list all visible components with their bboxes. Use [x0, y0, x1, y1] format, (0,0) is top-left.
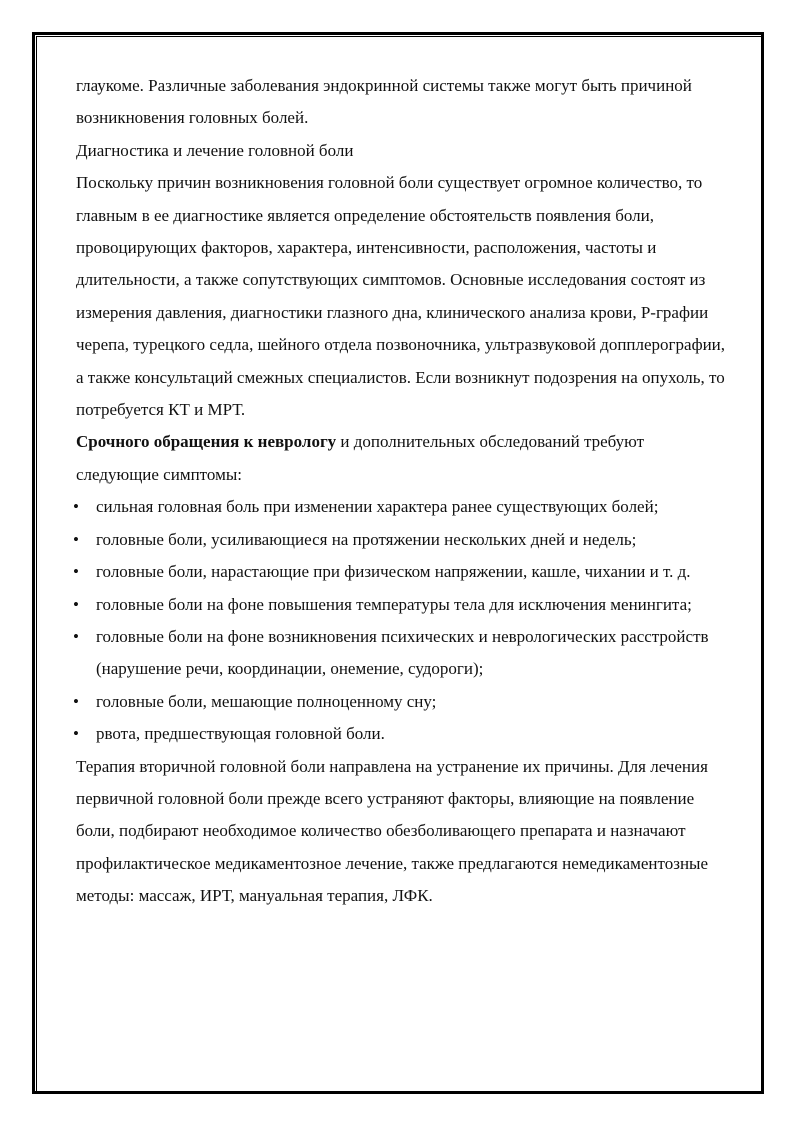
urgent-bold-text: Срочного обращения к неврологу [76, 432, 337, 452]
list-item-text: сильная головная боль при изменении характера ранее существующих болей; [96, 497, 659, 517]
symptom-list [73, 491, 728, 750]
list-item [73, 589, 728, 621]
bullet-icon: • [73, 529, 79, 549]
urgent-rest-text: и дополнительных обследований требуют следующие симптомы: [76, 432, 645, 484]
document-body [73, 70, 728, 913]
intro-paragraph: глаукоме. Различные заболевания эндокринной системы также могут быть причиной возникновения головных болей. [76, 76, 692, 128]
list-item-text: рвота, предшествующая головной боли. [96, 724, 385, 744]
list-item [73, 686, 728, 718]
diagnosis-paragraph: Поскольку причин возникновения головной боли существует огромное количество, то главным в ее диагностике является определение обстоятельств появления боли, провоцирующих факторов, характера, интенсивности, расположения, частоты и длительности, а также сопутствующих симптомов. Основные исследования состоят из измерения давления, диагностики глазного дна, клинического анализа крови, Р-графии черепа, турецкого седла, шейного отдела позвоночника, ультразвуковой допплерографии, а также консультаций смежных специалистов. Если возникнут подозрения на опухоль, то потребуется КТ и МРТ. [76, 173, 726, 420]
list-item-text: головные боли на фоне возникновения психических и неврологических расстройств (нарушение речи, координации, онемение, судороги); [96, 626, 709, 679]
list-item [73, 556, 728, 588]
bullet-icon: • [73, 497, 79, 517]
bullet-icon: • [73, 562, 79, 582]
bullet-icon: • [73, 691, 79, 711]
list-item [73, 491, 728, 523]
therapy-paragraph: Терапия вторичной головной боли направлена на устранение их причины. Для лечения первичной головной боли прежде всего устраняют факторы, влияющие на появление боли, подбирают необходимое количество обезболивающего препарата и назначают профилактическое медикаментозное лечение, также предлагаются немедикаментозные методы: массаж, ИРТ, мануальная терапия, ЛФК. [76, 756, 709, 906]
bullet-icon: • [73, 626, 79, 646]
bullet-icon: • [73, 724, 79, 744]
list-item [73, 718, 728, 750]
section-heading: Диагностика и лечение головной боли [76, 140, 354, 160]
list-item [73, 621, 728, 686]
list-item [73, 524, 728, 556]
bullet-icon: • [73, 594, 79, 614]
urgent-paragraph [76, 426, 728, 491]
list-item-text: головные боли на фоне повышения температуры тела для исключения менингита; [96, 594, 692, 614]
list-item-text: головные боли, нарастающие при физическом напряжении, кашле, чихании и т. д. [96, 562, 691, 582]
list-item-text: головные боли, усиливающиеся на протяжении нескольких дней и недель; [96, 529, 637, 549]
list-item-text: головные боли, мешающие полноценному сну; [96, 691, 437, 711]
